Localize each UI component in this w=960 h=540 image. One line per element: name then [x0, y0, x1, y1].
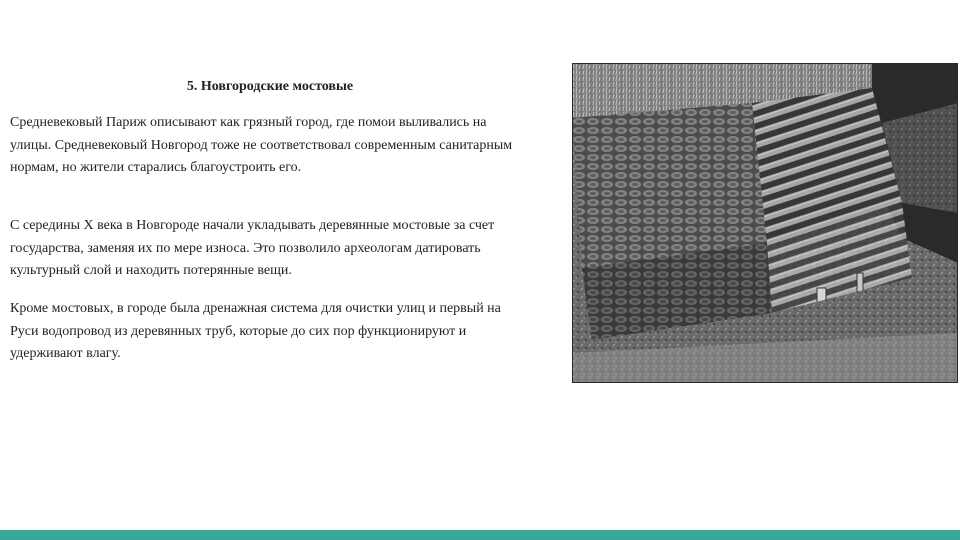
paragraph-pavements: С середины X века в Новгороде начали укладывать деревянные мостовые за счет государства, заменяя их по мере износа. Это позволило археологам датировать культурный слой и находить потерянные вещи.	[10, 218, 495, 278]
slide-title: 5. Новгородские мостовые	[186, 79, 354, 94]
paragraph-paris: Средневековый Париж описывают как грязный город, где помои выливались на улицы. Средневековый Новгород тоже не соответствовал современным санитарным нормам, но жители старались благоустроить его.	[10, 115, 513, 175]
wooden-pavement-excavation-photo	[572, 63, 958, 383]
paragraph-drainage: Кроме мостовых, в городе была дренажная система для очистки улиц и первый на Руси водопровод из деревянных труб, которые до сих пор функционируют и удерживают влагу.	[10, 301, 501, 361]
accent-bar	[0, 530, 960, 540]
